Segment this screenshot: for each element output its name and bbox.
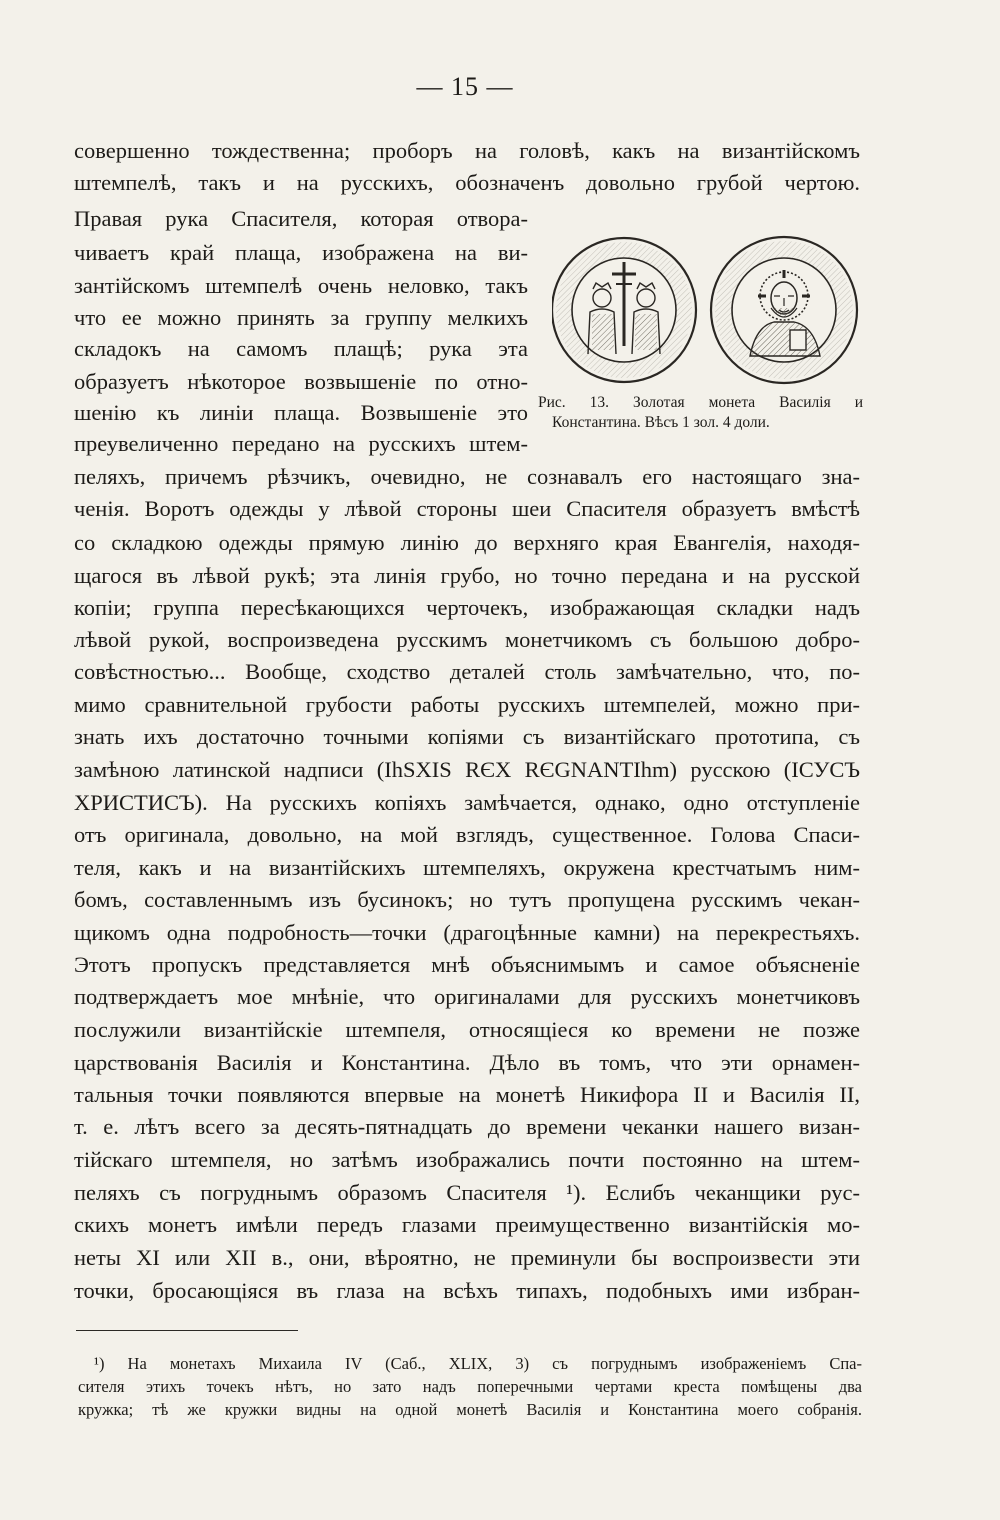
coin-obverse — [552, 238, 696, 382]
text-line: складокъ на самомъ плащѣ; рука эта — [74, 336, 528, 361]
text-line: совершенно тождественна; проборъ на головѣ, какъ на византійскомъ — [74, 138, 860, 163]
text-line: чиваетъ край плаща, изображена на ви- — [74, 240, 528, 265]
text-line: образуетъ нѣкоторое возвышеніе по отно- — [74, 369, 528, 394]
text-line: ХРИСТИСЪ). На русскихъ копіяхъ замѣчается, однако, одно отступленіе — [74, 790, 860, 815]
text-line: совѣстностью... Вообще, сходство деталей столь замѣчательно, что, по- — [74, 659, 860, 684]
footnote-line: ¹) На монетахъ Михаила IV (Саб., XLIX, 3) съ погруднымъ изображеніемъ Спа- — [94, 1354, 862, 1373]
text-line: шенію къ линіи плаща. Возвышеніе это — [74, 400, 528, 425]
text-line: Правая рука Спасителя, которая отвора- — [74, 206, 528, 231]
text-line: штемпелѣ, такъ и на русскихъ, обозначенъ довольно грубой чертою. — [74, 170, 860, 195]
text-line: щагося въ лѣвой рукѣ; эта линія грубо, но точно передана и на русской — [74, 563, 860, 588]
caption-line: Рис. 13. Золотая монета Василія и — [538, 394, 863, 411]
text-line: зантійскомъ штемпелѣ очень неловко, такъ — [74, 273, 528, 298]
coin-illustration — [552, 226, 860, 394]
text-line: знать ихъ достаточно точными копіями съ византійскаго прототипа, съ — [74, 724, 860, 749]
text-line: теля, какъ и на византійскихъ штемпеляхъ, окружена крестчатымъ ним- — [74, 855, 860, 880]
text-line: ченія. Воротъ одежды у лѣвой стороны шеи Спасителя образуетъ вмѣстѣ — [74, 496, 860, 521]
footnote-line: сителя этихъ точекъ нѣтъ, но зато надъ поперечными чертами креста помѣщены два — [78, 1377, 862, 1396]
text-line: отъ оригинала, довольно, на мой взглядъ, существенное. Голова Спаси- — [74, 822, 860, 847]
figure-caption — [538, 393, 863, 433]
text-line: тійскаго штемпеля, но затѣмъ изображались почти постоянно на штем- — [74, 1147, 860, 1172]
text-line: скихъ монетъ имѣли передъ глазами преимущественно византійскія мо- — [74, 1212, 860, 1237]
text-line: послужили византійскіе штемпеля, относящіеся ко времени не позже — [74, 1017, 860, 1042]
caption-line: Константина. Вѣсъ 1 зол. 4 доли. — [552, 414, 770, 431]
text-line: мимо сравнительной грубости работы русскихъ штемпелей, можно при- — [74, 692, 860, 717]
text-line: что ее можно принять за группу мелкихъ — [74, 305, 528, 330]
text-line: преувеличенно передано на русскихъ штем- — [74, 431, 528, 456]
text-line: подтверждаетъ мое мнѣніе, что оригиналами для русскихъ монетчиковъ — [74, 984, 860, 1009]
text-line: щикомъ одна подробность—точки (драгоцѣнные камни) на перекрестьяхъ. — [74, 920, 860, 945]
coin-reverse — [711, 237, 857, 383]
text-line: точки, бросающіяся въ глаза на всѣхъ типахъ, подобныхъ ими избран- — [74, 1278, 860, 1303]
text-line: неты XI или XII в., они, вѣроятно, не преминули бы воспроизвести эти — [74, 1245, 860, 1270]
text-line: царствованія Василія и Константина. Дѣло въ томъ, что эти орнамен- — [74, 1050, 860, 1075]
text-line: со складкою одежды прямую линію до верхняго края Евангелія, находя- — [74, 530, 860, 555]
text-line: т. е. лѣтъ всего за десять-пятнадцать до времени чеканки нашего визан- — [74, 1114, 860, 1139]
text-line: копіи; группа пересѣкающихся черточекъ, изображающая складки надъ — [74, 595, 860, 620]
text-line: тальныя точки появляются впервые на монетѣ Никифора II и Василія II, — [74, 1082, 860, 1107]
page-number: — 15 — — [416, 72, 514, 101]
text-line: пеляхъ, причемъ рѣзчикъ, очевидно, не сознавалъ его настоящаго зна- — [74, 464, 860, 489]
footnote-line: кружка; тѣ же кружки видны на одной монетѣ Василія и Константина моего собранія. — [78, 1400, 862, 1419]
footnote-rule — [76, 1330, 298, 1331]
text-line: замѣною латинской надписи (IhSXIS RЄX RЄGNANTIhm) русскою (ІСУСЪ — [74, 757, 860, 782]
text-line: бомъ, составленнымъ изъ бусинокъ; но тутъ пропущена русскимъ чекан- — [74, 887, 860, 912]
text-line: пеляхъ съ погруднымъ образомъ Спасителя ¹). Еслибъ чеканщики рус- — [74, 1180, 860, 1205]
text-line: Этотъ пропускъ представляется мнѣ объяснимымъ и самое объясненіе — [74, 952, 860, 977]
text-line: лѣвой рукой, воспроизведена русскимъ монетчикомъ съ большою добро- — [74, 627, 860, 652]
